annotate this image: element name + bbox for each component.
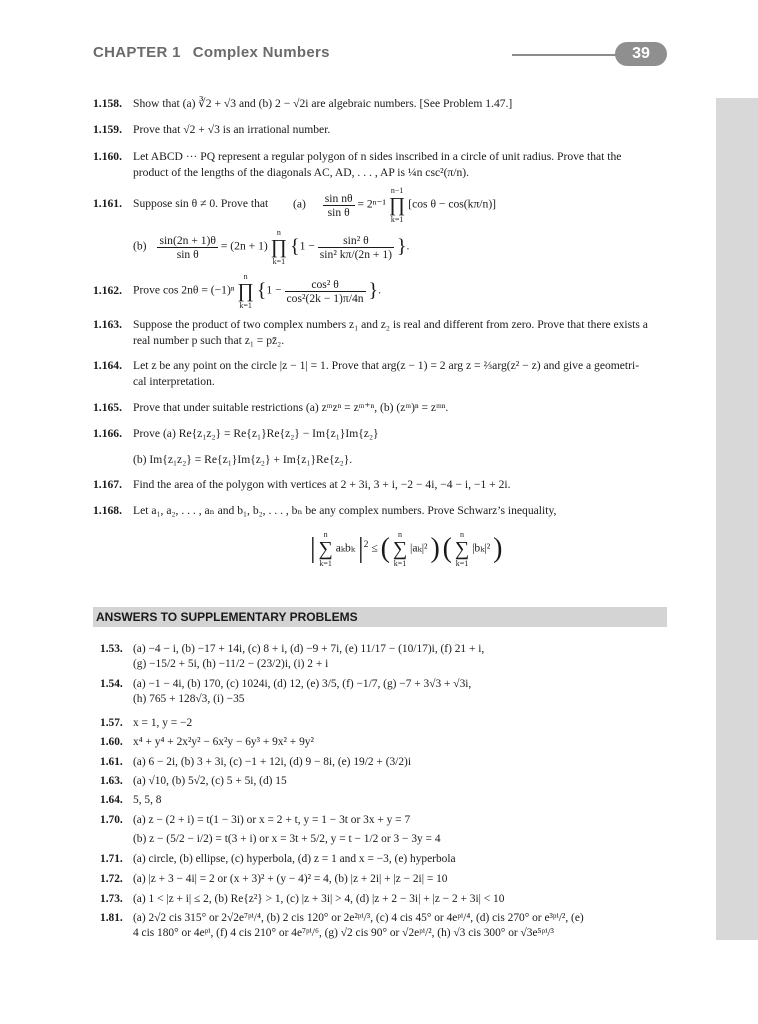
problem-1-163 [93,317,683,348]
problem-number: 1.164. [93,359,122,372]
fraction [323,192,355,219]
problem-text-continued: (b) Im{z₁z₂} = Re{z₁}Im{z₂} + Im{z₁}Re{z₂}. [133,452,353,466]
problem-number: 1.163. [93,318,122,331]
equation-1-161b: (b) $\frac{\sin(2n + 1)\theta}{\text{sin θ}}$ = (2n + 1) n ∏ k=1 {1 − $\frac{\text{sin² θ}}{\text{sin² kπ/(2n + 1)}}$ }. [133,228,410,266]
abs-bar-icon: | [358,533,364,564]
problem-text: Find the area of the polygon with vertices at 2 + 3i, 3 + i, −2 − 4i, −4 − i, −1 + 2i. [133,478,511,491]
left-paren-icon: ( [380,533,390,564]
left-brace-icon: { [290,235,300,258]
fraction [157,234,218,261]
numerator: sin nθ [324,191,353,205]
sum-symbol [393,530,407,568]
problem-1-160 [93,149,683,180]
answer-number: 1.71. [100,853,123,865]
answer-1-57 [100,716,680,731]
sigma-sum-icon: ∑ [318,538,333,560]
answer-1-63 [100,774,680,789]
problem-text: Prove (a) Re{z₁z₂} = Re{z₁}Re{z₂} − Im{z₁}Im{z₂} [133,427,379,440]
answer-text: x⁴ + y⁴ + 2x²y² − 6x²y − 6y³ + 9x² + 9y² [133,736,314,748]
sigma-sum-icon: ∑ [392,538,408,560]
sum-symbol [455,530,469,568]
lower-limit: k=1 [390,215,404,224]
answer-text-continued: (h) 765 + 128√3, (i) −35 [133,693,245,705]
lower-limit: k=1 [272,257,286,266]
part-label: (b) [133,239,147,253]
problem-number: 1.162. [93,284,122,297]
problem-number: 1.158. [93,97,122,110]
upper-limit: n [397,530,402,539]
answer-1-71 [100,852,680,867]
equation-1-161a [293,186,496,224]
answer-text: (a) |z + 3 − 4i| = 2 or (x + 3)² + (y − 4)² = 4, (b) |z + 2i| + |z − 2i| = 10 [133,873,448,885]
problem-number: 1.165. [93,401,122,414]
answer-1-70 [100,813,680,847]
side-margin-bar [716,98,758,940]
exponent: 2 [363,538,369,550]
answer-1-53 [100,642,680,672]
fraction [285,278,366,305]
right-paren-icon: ) [430,533,440,564]
chapter-heading [93,44,330,61]
problem-text: Prove that under suitable restrictions (a) zᵐzⁿ = zᵐ⁺ⁿ, (b) (zᵐ)ⁿ = zᵐⁿ. [133,401,449,414]
pi-product-icon: ∏ [237,280,254,302]
answer-text: (a) −4 − i, (b) −17 + 14i, (c) 8 + i, (d) −9 + 7i, (e) 11/17 − (10/17)i, (f) 21 + i, [133,643,485,655]
upper-limit: n [243,272,248,281]
upper-limit: n [460,530,465,539]
denominator: sin² kπ/(2n + 1) [319,247,393,261]
sum-term: |bₖ|² [472,541,491,555]
right-brace-icon: } [396,235,407,258]
pi-product-icon: ∏ [270,236,288,258]
problem-text: Let a₁, a₂, . . . , aₙ and b₁, b₂, . . . , bₙ be any complex numbers. Prove Schwarz’s inequality, [133,504,557,517]
product-symbol [237,272,253,310]
problem-number: 1.159. [93,123,122,136]
denominator: cos²(2k − 1)π/4n [286,291,364,305]
answer-text: (a) 2√2 cis 315° or 2√2e⁷ᵖⁱ/⁴, (b) 2 cis 120° or 2e²ᵖⁱ/³, (c) 4 cis 45° or 4eᵖⁱ/⁴, (d) cis 270° or e³ᵖⁱ/², (e) [133,912,584,924]
problem-text-continued: cal interpretation. [133,374,215,388]
answer-1-81 [100,911,680,941]
answer-text: (a) circle, (b) ellipse, (c) hyperbola, (d) z = 1 and x = −3, (e) hyperbola [133,853,456,865]
problem-1-166 [93,426,683,467]
answer-number: 1.61. [100,756,123,768]
problem-text: Let ABCD ··· PQ represent a regular polygon of n sides inscribed in a circle of unit radius. Prove that the [133,150,622,163]
numerator: sin(2n + 1)θ [159,233,216,247]
fraction [318,234,394,261]
problem-text: Suppose the product of two complex numbers z₁ and z₂ is real and different from zero. Prove that there exists a [133,318,648,331]
chapter-title: Complex Numbers [192,44,330,61]
answer-1-61 [100,755,680,770]
answer-text: 5, 5, 8 [133,794,162,806]
abs-bar-icon: | [310,533,316,564]
answer-number: 1.54. [100,678,123,690]
problem-text: Prove that √2 + √3 is an irrational number. [133,123,331,136]
lower-limit: k=1 [319,559,332,568]
pi-product-icon: ∏ [388,194,406,216]
sum-term: aₖbₖ [335,541,356,555]
answer-text: (a) 6 − 2i, (b) 3 + 3i, (c) −1 + 12i, (d) 9 − 8i, (e) 19/2 + (3/2)i [133,756,412,768]
problem-number: 1.167. [93,478,122,491]
denominator: sin θ [327,205,350,219]
problem-text: Show that (a) ∛2 + √3 and (b) 2 − √2i are algebraic numbers. [See Problem 1.47.] [133,97,513,110]
answer-text: x = 1, y = −2 [133,717,193,729]
answer-text-continued: 4 cis 180° or 4eᵖⁱ, (f) 4 cis 210° or 4e⁷ᵖⁱ/⁶, (g) √2 cis 90° or √2eᵖⁱ/², (h) √3 cis 300° or √3e⁵ᵖⁱ/³ [133,927,554,939]
problem-text-continued: real number p such that z₁ = pz̄₂. [133,333,285,347]
problem-number: 1.160. [93,150,122,163]
answer-1-60 [100,735,680,750]
problem-1-159 [93,122,683,138]
answer-number: 1.73. [100,893,123,905]
lower-limit: k=1 [239,301,252,310]
answer-number: 1.70. [100,814,123,826]
problem-1-165 [93,400,683,416]
problem-1-167 [93,477,683,493]
answer-number: 1.64. [100,794,123,806]
left-paren-icon: ( [442,533,452,564]
answer-number: 1.57. [100,717,123,729]
lower-limit: k=1 [455,559,469,568]
lower-limit: k=1 [393,559,407,568]
answer-1-54 [100,677,680,707]
answer-text: (a) √10, (b) 5√2, (c) 5 + 5i, (d) 15 [133,775,287,787]
page-number-badge: 39 [615,42,667,66]
product-symbol [271,228,287,266]
right-paren-icon: ) [493,533,503,564]
numerator: cos² θ [285,278,366,292]
problem-text: Let z be any point on the circle |z − 1| = 1. Prove that arg(z − 1) = 2 arg z = ⅔arg(z² − z) and give a geometri- [133,359,640,372]
answer-1-73 [100,892,680,907]
problem-number: 1.168. [93,504,122,517]
part-label: (a) [293,197,306,211]
sum-term: |aₖ|² [410,541,428,555]
equation-middle: = (2n + 1) [220,239,268,253]
answer-number: 1.53. [100,643,123,655]
answer-text: (a) 1 < |z + i| ≤ 2, (b) Re{z²} > 1, (c) |z + 3i| > 4, (d) |z + 2 − 3i| + |z − 2 + 3i| < 10 [133,893,505,905]
answer-number: 1.63. [100,775,123,787]
answer-number: 1.60. [100,736,123,748]
answer-text-continued: (b) z − (5/2 − i/2) = t(3 + i) or x = 3t + 5/2, y = t − 1/2 or 3 − 3y = 4 [133,833,441,845]
answer-text-continued: (g) −15/2 + 5i, (h) −11/2 − (23/2)i, (i) 2 + i [133,658,329,670]
equation-1-162: Prove cos 2nθ = (−1)ⁿ n ∏ k=1 {1 − $\frac{\text{cos² θ}}{\text{cos²(2k − 1)π/4n}}$ }. [133,272,381,310]
left-brace-icon: { [256,279,267,302]
chapter-label: CHAPTER 1 [93,44,181,61]
sigma-sum-icon: ∑ [454,538,470,560]
problem-1-168 [93,503,683,519]
right-brace-icon: } [368,279,379,302]
upper-limit: n−1 [390,186,404,195]
answer-number: 1.72. [100,873,123,885]
problem-text: Suppose sin θ ≠ 0. Prove that [133,197,269,210]
answer-1-64 [100,793,680,808]
equation-tail: [cos θ − cos(kπ/n)] [408,197,497,211]
problem-number: 1.161. [93,197,122,210]
answer-1-72 [100,872,680,887]
equation-rhs: = 2ⁿ⁻¹ [357,197,386,211]
problem-1-158 [93,96,683,112]
relation: ≤ [371,541,378,555]
answer-text: (a) z − (2 + i) = t(1 − 3i) or x = 2 + t, y = 1 − 3t or 3x + y = 7 [133,814,411,826]
problem-text-continued: product of the lengths of the diagonals AC, AD, . . . , AP is ¼n csc²(π/n). [133,165,470,179]
schwarz-inequality [310,530,502,568]
upper-limit: n [323,530,328,539]
answer-text: (a) −1 − 4i, (b) 170, (c) 1024i, (d) 12, (e) 3/5, (f) −1/7, (g) −7 + 3√3 + √3i, [133,678,472,690]
denominator: sin θ [176,247,199,261]
upper-limit: n [276,228,281,237]
product-symbol [389,186,405,224]
problem-number: 1.166. [93,427,122,440]
sum-symbol [319,530,333,568]
answers-section-header: ANSWERS TO SUPPLEMENTARY PROBLEMS [93,607,667,627]
problem-1-164 [93,358,683,389]
numerator: sin² θ [318,234,394,248]
problem-text: Prove cos 2nθ = (−1)ⁿ [133,283,235,297]
answer-number: 1.81. [100,912,123,924]
